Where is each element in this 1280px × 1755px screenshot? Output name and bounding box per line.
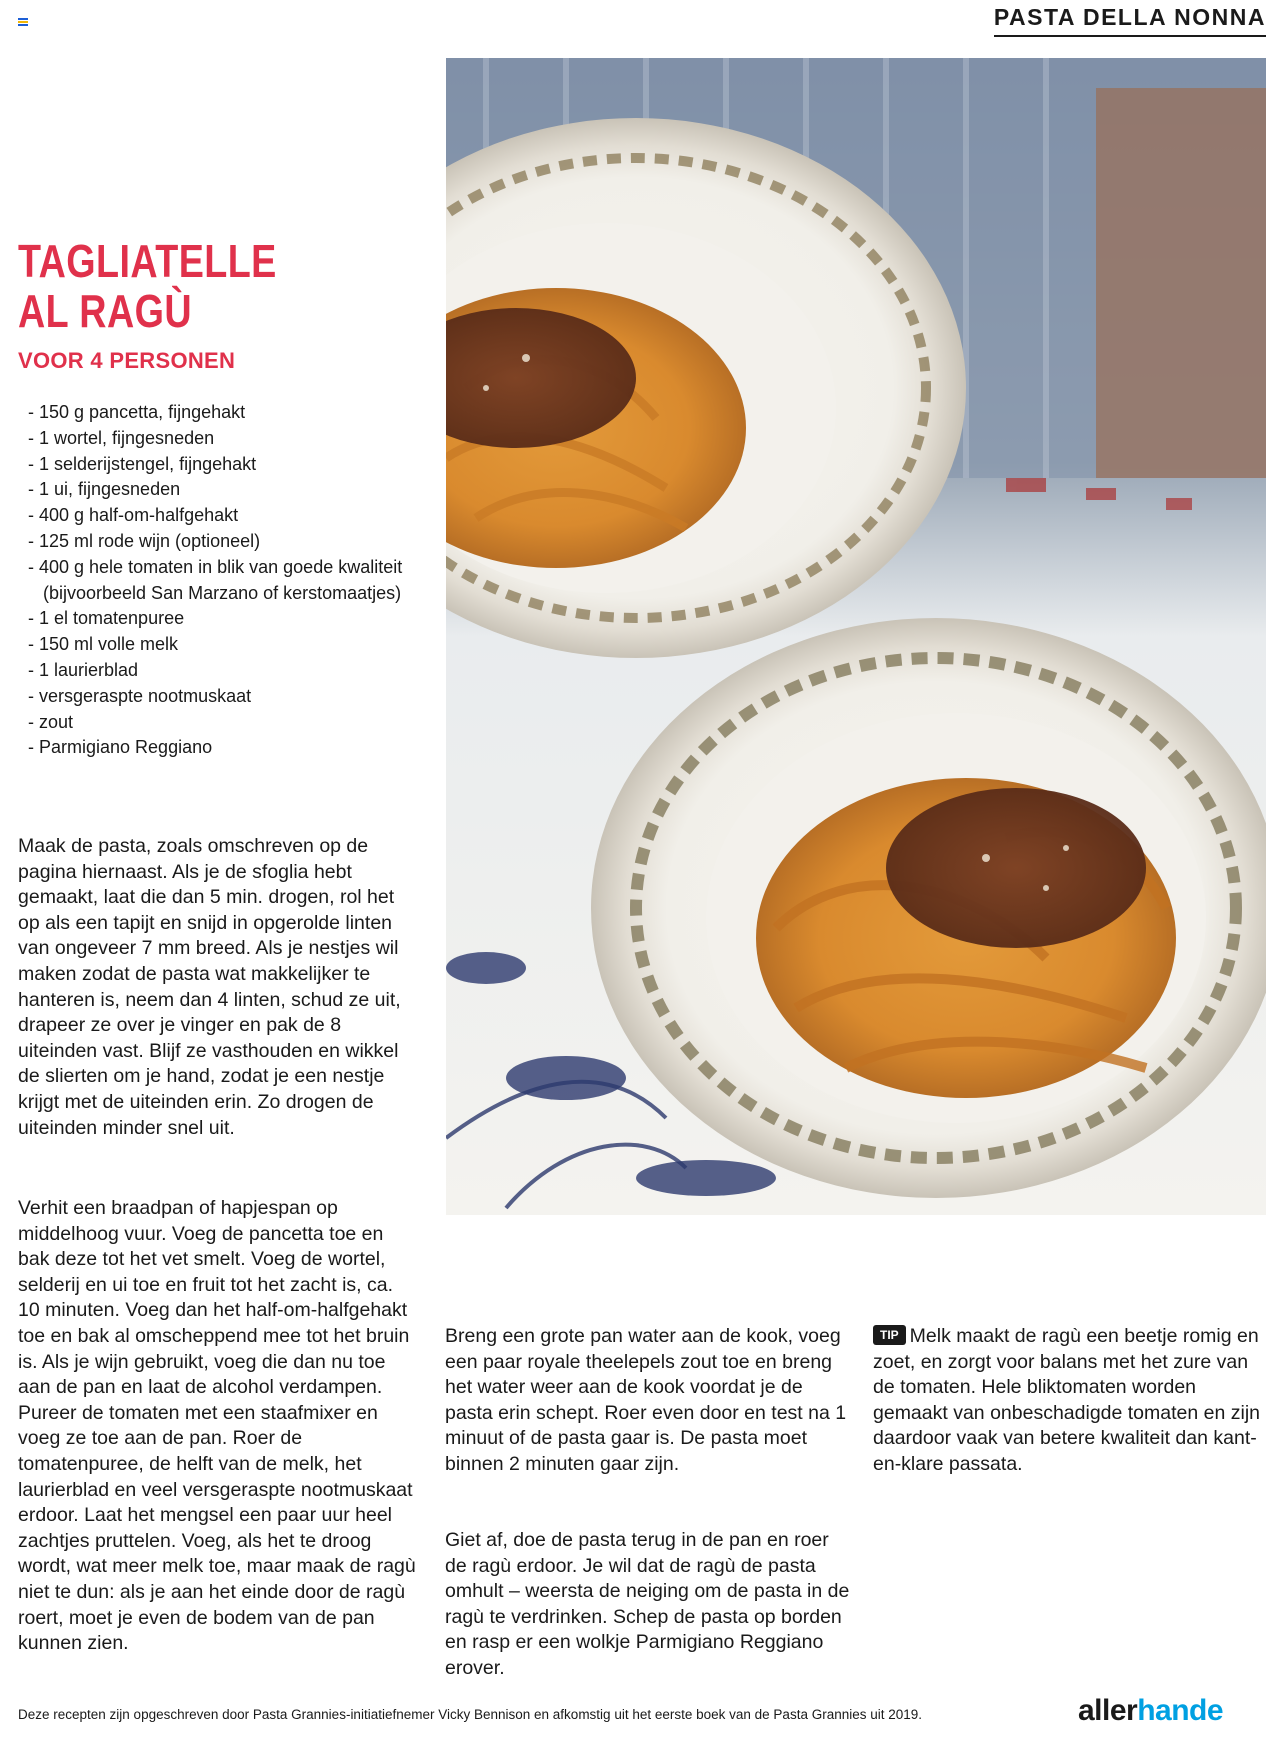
recipe-title-line-2: AL RAGÙ	[18, 285, 193, 337]
ingredient-item: - 400 g hele tomaten in blik van goede kwaliteit (bijvoorbeeld San Marzano of kerstomaatjes)	[28, 556, 403, 603]
ingredient-item: - 1 laurierblad	[28, 659, 139, 680]
section-title: PASTA DELLA NONNA	[994, 4, 1266, 37]
ingredient-item: - 400 g half-om-halfgehakt	[28, 505, 239, 526]
ingredient-item: - 1 el tomatenpuree	[28, 608, 185, 629]
ingredient-item: - 150 ml volle melk	[28, 634, 179, 655]
footer-credit: Deze recepten zijn opgeschreven door Pasta Grannies-initiatiefnemer Vicky Bennison en afkomstig uit het eerste boek van de Pasta Grannies uit 2019.	[18, 1707, 923, 1722]
ingredient-item: - zout	[28, 711, 74, 732]
brand-logo-part-2: hande	[1137, 1694, 1224, 1727]
recipe-title	[18, 236, 277, 336]
ingredient-item: - 1 ui, fijngesneden	[28, 479, 181, 500]
ingredient-item: - 125 ml rode wijn (optioneel)	[28, 530, 261, 551]
menu-icon[interactable]	[18, 18, 28, 25]
instruction-paragraph-1: Maak de pasta, zoals omschreven op de pagina hiernaast. Als je de sfoglia hebt gemaakt, laat die dan 5 min. drogen, rol het op als een tapijt en snijd in opgerolde linten van ongeveer 7 mm breed. Als je nestjes wil maken zodat de pasta wat makkelijker te hanteren is, neem dan 4 linten, schud ze uit, drapeer ze over je vinger en pak de 8 uiteinden vast. Blijf ze vasthouden en wikkel de slierten om je hand, zodat je een nestje krijgt met de uiteinden erin. Zo drogen de uiteinden minder snel uit.	[18, 835, 401, 1139]
ingredient-item: - versgeraspte nootmuskaat	[28, 685, 252, 706]
brand-logo-part-1: aller	[1078, 1694, 1138, 1727]
recipe-photo	[446, 58, 1266, 1215]
instruction-paragraph-3: Breng een grote pan water aan de kook, voeg een paar royale theelepels zout toe en breng het water weer aan de kook voordat je de pasta erin schept. Roer even door en test na 1 minuut of de pasta gaar is. De pasta moet binnen 2 minuten gaar zijn.	[445, 1325, 847, 1475]
ingredient-item: - Parmigiano Reggiano	[28, 737, 213, 758]
recipe-title-line-1: TAGLIATELLE	[18, 235, 277, 287]
tip-badge: TIP	[873, 1325, 906, 1345]
instruction-paragraph-4: Giet af, doe de pasta terug in de pan en roer de ragù erdoor. Je wil dat de ragù de pasta omhult – weersta de neiging om de pasta in de ragù te verdrinken. Schep de pasta op borden en rasp er een wolkje Parmigiano Reggiano erover.	[445, 1529, 850, 1679]
ingredient-list	[28, 400, 408, 761]
tip-text: Melk maakt de ragù een beetje romig en zoet, en zorgt voor balans met het zure van de tomaten. Hele bliktomaten worden gemaakt van onbeschadigde tomaten en zijn daardoor vaak van betere kwaliteit dan kant-en-klare passata.	[873, 1325, 1261, 1475]
tip-box	[873, 1324, 1263, 1478]
ingredient-item: - 150 g pancetta, fijngehakt	[28, 402, 246, 422]
ingredient-item: - 1 wortel, fijngesneden	[28, 427, 215, 448]
servings: VOOR 4 PERSONEN	[18, 348, 236, 373]
ingredient-item: - 1 selderijstengel, fijngehakt	[28, 453, 257, 474]
brand-logo	[1078, 1694, 1223, 1728]
instruction-paragraph-2: Verhit een braadpan of hapjespan op middelhoog vuur. Voeg de pancetta toe en bak deze tot het vet smelt. Voeg de wortel, selderij en ui toe en fruit tot het zacht is, ca. 10 minuten. Voeg dan het half-om-halfgehakt toe en bak al omscheppend mee tot het bruin is. Als je wijn gebruikt, voeg die dan nu toe aan de pan en laat de alcohol verdampen. Pureer de tomaten met een staafmixer en voeg ze toe aan de pan. Roer de tomatenpuree, de helft van de melk, het laurierblad en veel versgeraspte nootmuskaat erdoor. Laat het mengsel een paar uur heel zachtjes pruttelen. Voeg, als het te droog wordt, wat meer melk toe, maar maak de ragù niet te dun: als je aan het einde door de ragù roert, moet je even de bodem van de pan kunnen zien.	[18, 1197, 416, 1655]
